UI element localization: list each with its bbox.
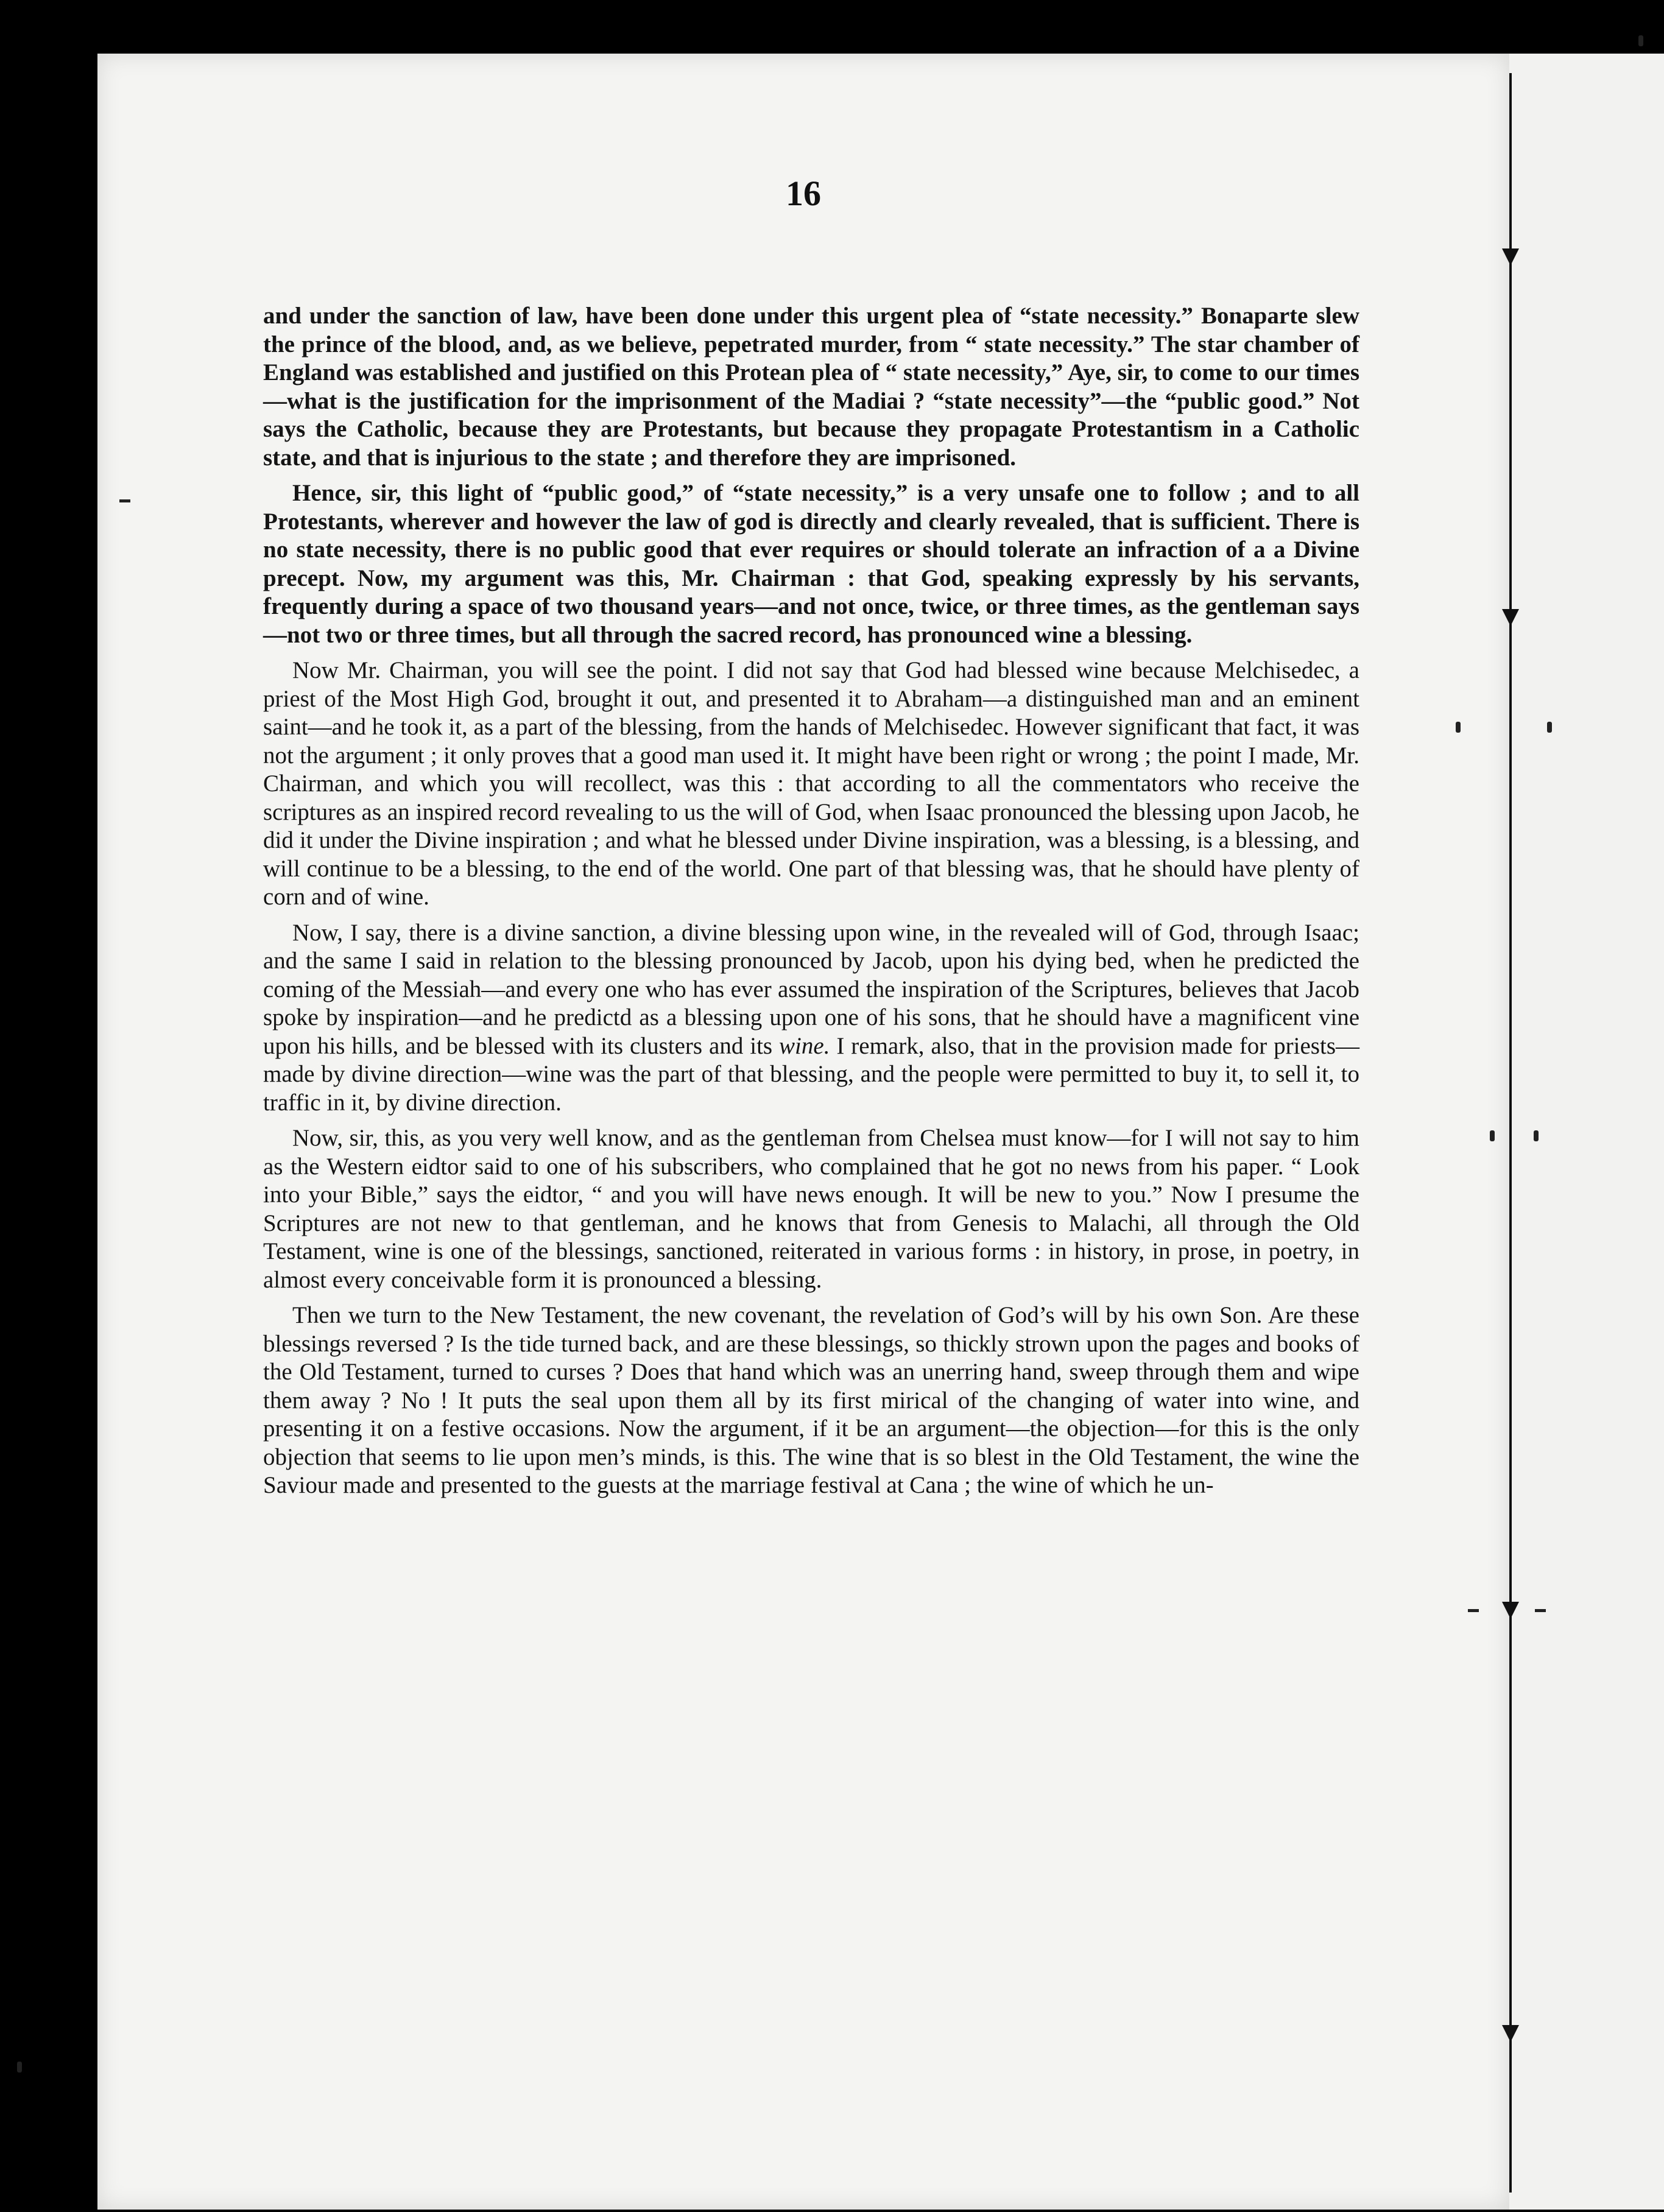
paragraph-4 [263,919,1359,1118]
paragraph-1: and under the sanction of law, have been done under this urgent plea of “state necessity.” Bonaparte slew the prince of the blood, and, as we believe, pepetrated murder, from “ state necessity.” The star chamber of England was established and justified on this Protean plea of “ state necessity,” Aye, sir, to come to our times—what is the justification for the imprisonment of the Madiai ? “state necessity”—the “public good.” Not says the Catholic, because they are Protestants, but because they propagate Protestantism in a Catholic state, and that is injurious to the state ; and therefore they are imprisoned. [263,303,1359,471]
margin-tick-mark [1502,1602,1519,1619]
margin-dash-mark [119,499,130,502]
fold-line [1509,73,1512,2193]
margin-tick-mark [1502,248,1519,266]
margin-speck [1638,35,1643,46]
paragraph-4-text-after: I remark, also, that in the provision made for priests—made by divine direction—wine was the part of that blessing, and the people were permitted to buy it, to sell it, to traffic in it, by divine direction. [263,1032,1359,1116]
paragraph-5: Now, sir, this, as you very well know, and as the gentleman from Chelsea must know—for I will not say to him as the Western eidtor said to one of his subscribers, who complained that he got no news from his paper. “ Look into your Bible,” says the eidtor, “ and you will have news enough. It will be new to you.” Now I presume the Scriptures are not new to that gentleman, and he knows that from Genesis to Malachi, all through the Old Testament, wine is one of the blessings, sanctioned, reiterated in various forms : in history, in prose, in poetry, in almost every conceivable form it is pronounced a blessing. [263,1125,1359,1293]
right-margin [1509,54,1664,2210]
paragraph-4-text-before: Now, I say, there is a divine sanction, a divine blessing upon wine, in the revealed will of God, through Isaac; and the same I said in relation to the blessing pronounced by Jacob, upon his dying bed, when he predicted the coming of the Messiah—and every one who has ever assumed the inspiration of the Scriptures, believes that Jacob spoke by inspiration—and he predictd as a blessing upon one of his sons, that he should have a magnificent vine upon his hills, and be blessed with its clusters and its [263,919,1359,1059]
document-page [97,54,1509,2210]
paragraph-2: Hence, sir, this light of “public good,” of “state necessity,” is a very unsafe one to follow ; and to all Protestants, wherever and however the law of god is directly and clearly revealed, that is sufficient. There is no state necessity, there is no public good that ever requires or should tolerate an infraction of a a Divine precept. Now, my argument was this, Mr. Chairman : that God, speaking expressly by his servants, frequently during a space of two thousand years—and not once, twice, or three times, as the gentleman says—not two or three times, but all through the sacred record, has pronounced wine a blessing. [263,480,1359,648]
margin-dash-mark [1535,1609,1546,1612]
body-text [263,302,1359,1507]
margin-tick-mark [1502,609,1519,626]
paragraph-3: Now Mr. Chairman, you will see the point. I did not say that God had blessed wine because Melchisedec, a priest of the Most High God, brought it out, and presented it to Abraham—a distinguished man and an eminent saint—and he took it, as a part of the blessing, from the hands of Melchisedec. However significant that fact, it was not the argument ; it only proves that a good man used it. It might have been right or wrong ; the point I made, Mr. Chairman, and which you will recollect, was this : that according to all the commentators who receive the scriptures as an inspired record revealing to us the will of God, when Isaac pronounced the blessing upon Jacob, he did it under the Divine inspiration ; and what he blessed under Divine inspiration, was a blessing, is a blessing, and will continue to be a blessing, to the end of the world. One part of that blessing was, that he should have plenty of corn and of wine. [263,657,1359,910]
paragraph-4-emphasis: wine. [779,1032,830,1059]
margin-speck [1547,722,1552,733]
margin-tick-mark [1502,2025,1519,2042]
margin-speck [1456,722,1461,733]
margin-speck [17,2062,22,2073]
margin-dash-mark [1468,1609,1479,1612]
page-number: 16 [786,174,821,213]
paragraph-6: Then we turn to the New Testament, the new covenant, the revelation of God’s will by his own Son. Are these blessings reversed ? Is the tide turned back, and are these blessings, so thickly strown upon the pages and books of the Old Testament, turned to curses ? Does that hand which was an unerring hand, sweep through them and wipe them away ? No ! It puts the seal upon them all by its first mirical of the changing of water into wine, and presenting it on a festive occasions. Now the argument, if it be an argument—the objection—for this is the only objection that seems to lie upon men’s minds, is this. The wine that is so blest in the Old Testament, the wine the Saviour made and presented to the guests at the marriage festival at Cana ; the wine of which he un- [263,1302,1359,1498]
margin-speck [1534,1130,1539,1141]
margin-speck [1490,1130,1495,1141]
